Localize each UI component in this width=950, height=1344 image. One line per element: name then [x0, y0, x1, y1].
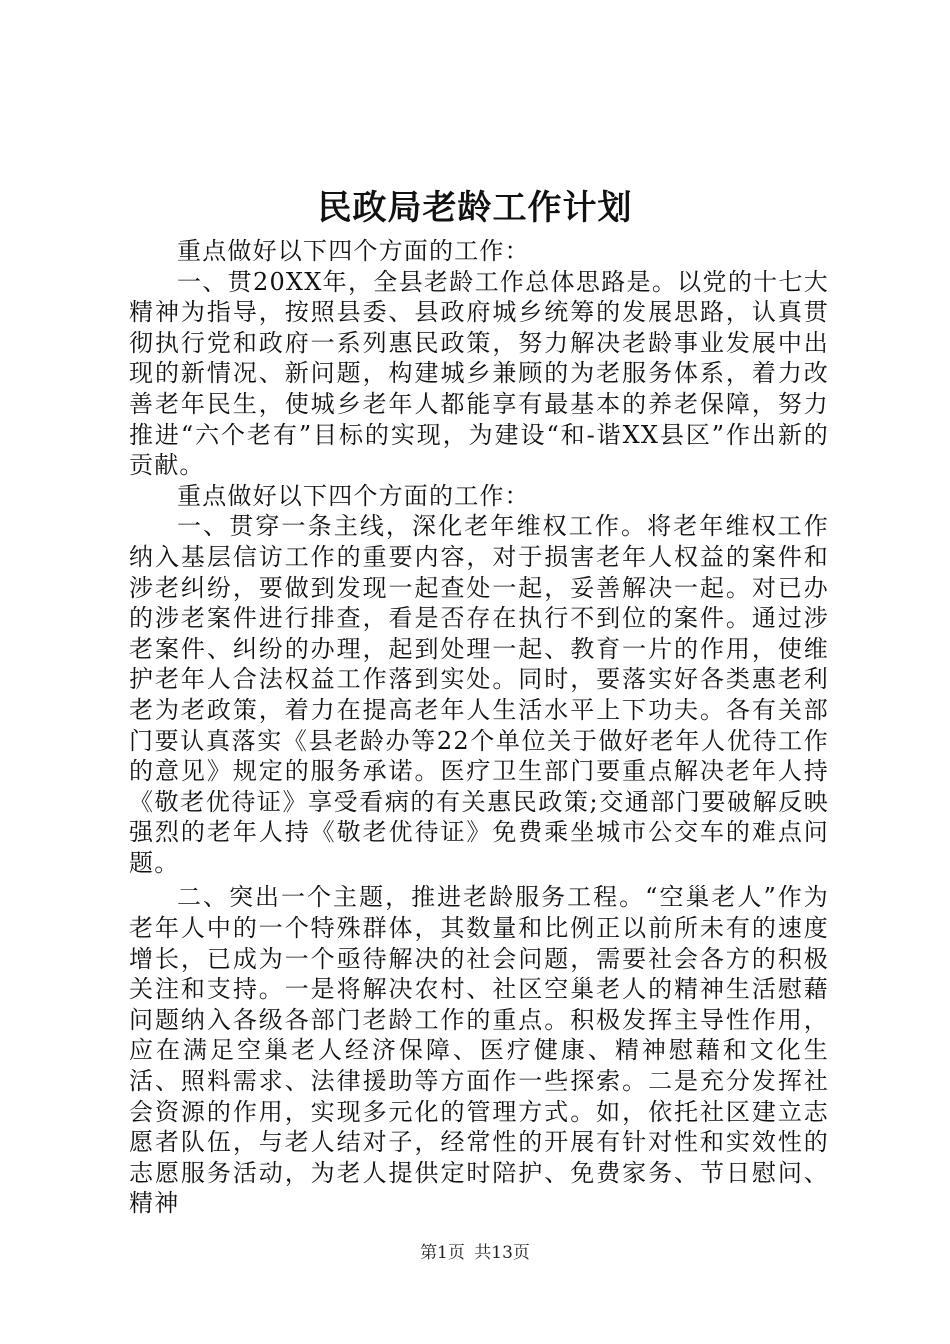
- paragraph-intro: 重点做好以下四个方面的工作：: [177, 237, 530, 265]
- page-number-footer: 第1页 共13页: [420, 1243, 530, 1263]
- paragraph-elderly-service: 二、突出一个主题，推进老龄服务工程。“空巢老人”作为老年人中的一个特殊群体，其数量和比例正以前所未有的速度增长，已成为一个亟待解决的社会问题，需要社会各方的积极关注和支持。一是将解决农村、社区空巢老人的精神生活慰藉问题纳入各级各部门老龄工作的重点。积极发挥主导性作用，应在满足空巢老人经济保障、医疗健康、精神慰藉和文化生活、照料需求、法律援助等方面作一些探索。二是充分发挥社会资源的作用，实现多元化的管理方式。如，依托社区建立志愿者队伍，与老人结对子，经常性的开展有针对性和实效性的志愿服务活动，为老人提供定时陪护、免费家务、节日慰问、精神: [129, 883, 829, 1218]
- paragraph-intro-repeat: 重点做好以下四个方面的工作：: [177, 481, 530, 510]
- paragraph-rights-protection: 一、贯穿一条主线，深化老年维权工作。将老年维权工作纳入基层信访工作的重要内容，对于损害老年人权益的案件和涉老纠纷，要做到发现一起查处一起，妥善解决一起。对已办的涉老案件进行排查，看是否存在执行不到位的案件。通过涉老案件、纠纷的办理，起到处理一起、教育一片的作用，使维护老年人合法权益工作落到实处。同时，要落实好各类惠老利老为老政策，着力在提高老年人生活水平上下功夫。各有关部门要认真落实《县老龄办等22个单位关于做好老年人优待工作的意见》规定的服务承诺。医疗卫生部门要重点解决老年人持《敬老优待证》享受看病的有关惠民政策;交通部门要破解反映强烈的老年人持《敬老优待证》免费乘坐城市公交车的难点问题。: [129, 512, 829, 877]
- paragraph-overall-thinking: 一、贯20XX年，全县老龄工作总体思路是。以党的十七大精神为指导，按照县委、县政府城乡统筹的发展思路，认真贯彻执行党和政府一系列惠民政策，努力解决老龄事业发展中出现的新情况、新问题，构建城乡兼顾的为老服务体系，着力改善老年民生，使城乡老年人都能享有最基本的养老保障，努力推进“六个老有”目标的实现，为建设“和-谐XX县区”作出新的贡献。: [129, 267, 829, 480]
- document-title: 民政局老龄工作计划: [317, 188, 633, 228]
- document-body: [129, 236, 829, 1219]
